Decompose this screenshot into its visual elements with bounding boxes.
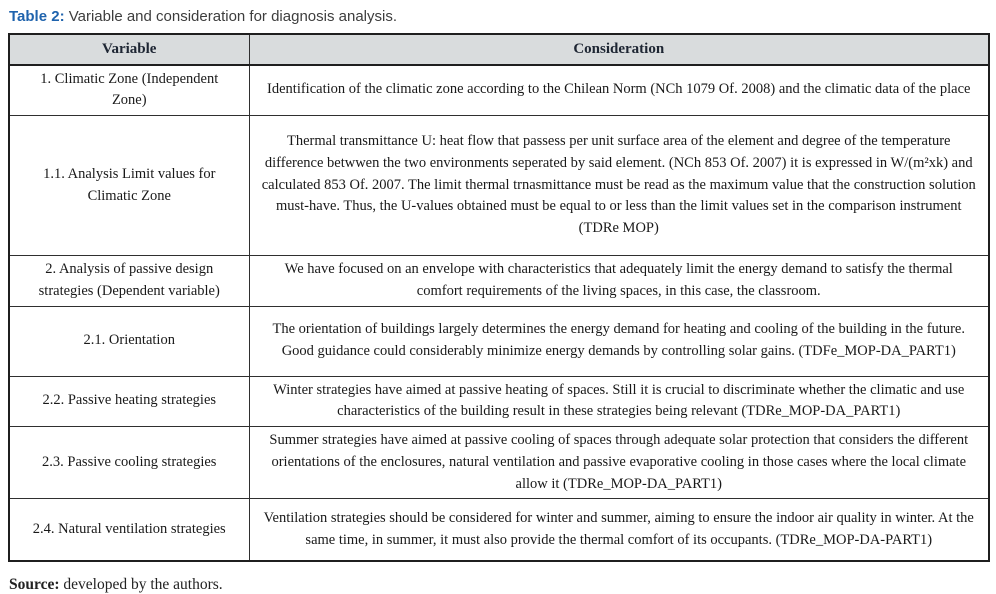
variable-cell: 2.4. Natural ventilation strategies (9, 499, 249, 561)
table-caption-text: Variable and consideration for diagnosis analysis. (64, 8, 397, 25)
table-row (9, 499, 989, 561)
variable-cell: 2.2. Passive heating strategies (9, 376, 249, 427)
column-header-variable: Variable (9, 34, 249, 65)
consideration-cell: Identification of the climatic zone according to the Chilean Norm (NCh 1079 Of. 2008) and the climatic data of the place (249, 65, 989, 116)
source-label: Source: (9, 575, 60, 593)
source-text: developed by the authors. (59, 575, 223, 593)
consideration-cell: Ventilation strategies should be considered for winter and summer, aiming to ensure the indoor air quality in winter. At the same time, in summer, it must also provide the thermal comfort of its occupants. (TDRe_MOP-DA-PART1) (249, 499, 989, 561)
source-note (9, 576, 988, 594)
consideration-cell: Summer strategies have aimed at passive cooling of spaces through adequate solar protection that considers the different orientations of the enclosures, natural ventilation and passive evaporative cooling in those cases where the local climate allow it (TDRe_MOP-DA_PART1) (249, 427, 989, 499)
table-row (9, 116, 989, 256)
variable-cell: 1. Climatic Zone (Independent Zone) (9, 65, 249, 116)
variable-cell: 2.3. Passive cooling strategies (9, 427, 249, 499)
table-row (9, 306, 989, 376)
variables-considerations-table (8, 33, 990, 562)
table-caption (9, 8, 988, 25)
table-row (9, 256, 989, 307)
consideration-cell: Thermal transmittance U: heat flow that passess per unit surface area of the element and degree of the temperature difference betwwen the two environments seperated by said element. (NCh 853 Of. 2007) it is expressed in W/(m²xk) and calculated 853 Of. 2007. The limit thermal trnasmittance must be read as the maximum value that the construction solution must-have. Thus, the U-values obtained must be equal to or less than the limit values set in the comparison instrument (TDRe MOP) (249, 116, 989, 256)
consideration-cell: We have focused on an envelope with characteristics that adequately limit the energy demand to satisfy the thermal comfort requirements of the living spaces, in this case, the classroom. (249, 256, 989, 307)
table-row (9, 376, 989, 427)
column-header-consideration: Consideration (249, 34, 989, 65)
table-header-row (9, 34, 989, 65)
table-caption-number: Table 2: (9, 8, 65, 25)
table-row (9, 65, 989, 116)
variable-cell: 2. Analysis of passive design strategies (Dependent variable) (9, 256, 249, 307)
consideration-cell: Winter strategies have aimed at passive heating of spaces. Still it is crucial to discriminate whether the climatic and use characteristics of the building result in these strategies being relevant (TDRe_MOP-DA_PART1) (249, 376, 989, 427)
table-row (9, 427, 989, 499)
variable-cell: 1.1. Analysis Limit values for Climatic Zone (9, 116, 249, 256)
consideration-cell: The orientation of buildings largely determines the energy demand for heating and cooling of the building in the future. Good guidance could considerably minimize energy demands by controlling solar gains. (TDFe_MOP-DA_PART1) (249, 306, 989, 376)
variable-cell: 2.1. Orientation (9, 306, 249, 376)
